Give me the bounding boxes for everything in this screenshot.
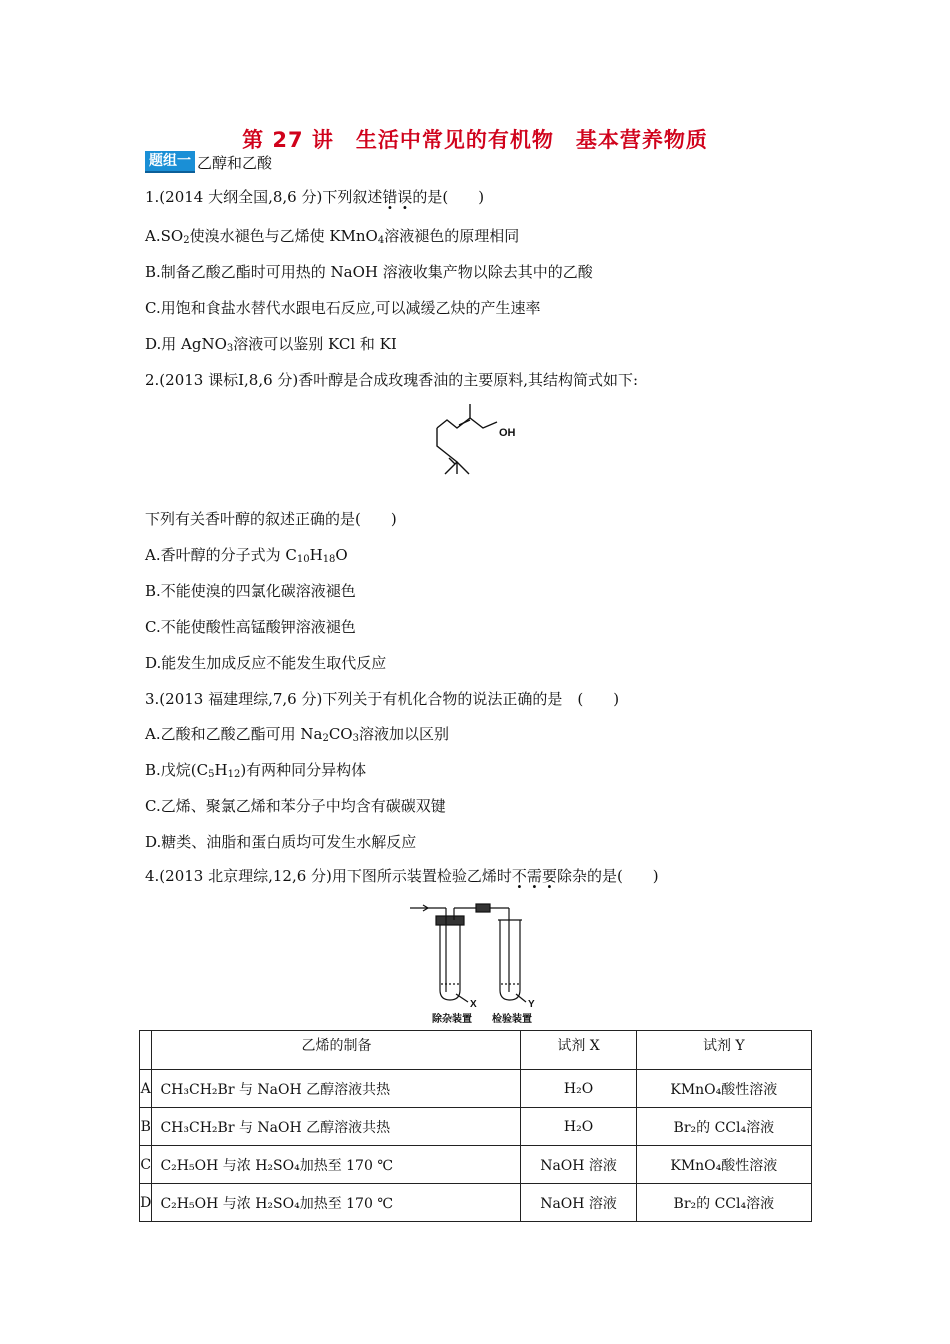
- q3-stem: 3.(2013 福建理综,7,6 分)下列关于有机化合物的说法正确的是 ( ): [145, 690, 620, 708]
- row-x: NaOH 溶液: [521, 1146, 636, 1184]
- q1-stem: 1.(2014 大纲全国,8,6 分)下列叙述错误的是( ): [145, 188, 485, 206]
- row-prep: C₂H₅OH 与浓 H₂SO₄加热至 170 ℃: [152, 1146, 521, 1184]
- row-prep: CH₃CH₂Br 与 NaOH 乙醇溶液共热: [152, 1108, 521, 1146]
- label-y: Y: [528, 999, 535, 1010]
- geraniol-structure: [425, 398, 525, 486]
- group-header: [145, 151, 272, 173]
- q1-option-a[interactable]: $A.SO_2$使溴水褪色与乙烯使 KMnO$_4$溶液褪色的原理相同: [145, 227, 520, 246]
- q1-option-b[interactable]: B.制备乙酸乙酯时可用热的 NaOH 溶液收集产物以除去其中的乙酸: [145, 263, 593, 281]
- table-header-row: [140, 1031, 812, 1070]
- group-title: 乙醇和乙酸: [197, 153, 273, 172]
- q3-option-c[interactable]: C.乙烯、聚氯乙烯和苯分子中均含有碳碳双键: [145, 797, 446, 815]
- apparatus-figure: [408, 898, 548, 1026]
- q2-option-c[interactable]: C.不能使酸性高锰酸钾溶液褪色: [145, 618, 356, 636]
- row-label: D: [140, 1184, 152, 1222]
- row-label: B: [140, 1108, 152, 1146]
- q1-option-c[interactable]: C.用饱和食盐水替代水跟电石反应,可以减缓乙炔的产生速率: [145, 299, 541, 317]
- row-prep: CH₃CH₂Br 与 NaOH 乙醇溶液共热: [152, 1070, 521, 1108]
- header-y: 试剂 Y: [636, 1031, 811, 1070]
- row-y: Br₂的 CCl₄溶液: [636, 1108, 811, 1146]
- q1-option-d[interactable]: D.用 AgNO$_3$溶液可以鉴别 KCl 和 KI: [145, 335, 397, 354]
- row-y: KMnO₄酸性溶液: [636, 1146, 811, 1184]
- q2-option-a[interactable]: A.香叶醇的分子式为 $C_{10}H_{18}O$: [145, 546, 348, 565]
- row-x: NaOH 溶液: [521, 1184, 636, 1222]
- row-x: H₂O: [521, 1108, 636, 1146]
- row-prep: C₂H₅OH 与浓 H₂SO₄加热至 170 ℃: [152, 1184, 521, 1222]
- q4-stem: 4.(2013 北京理综,12,6 分)用下图所示装置检验乙烯时不需要除杂的是( ): [145, 867, 659, 885]
- q2-option-b[interactable]: B.不能使溴的四氯化碳溶液褪色: [145, 582, 356, 600]
- table-row[interactable]: [140, 1184, 812, 1222]
- table-row[interactable]: [140, 1146, 812, 1184]
- header-label: [140, 1031, 152, 1070]
- row-y: Br₂的 CCl₄溶液: [636, 1184, 811, 1222]
- header-prep: 乙烯的制备: [152, 1031, 521, 1070]
- q3-option-a[interactable]: A.乙酸和乙酸乙酯可用 $Na_2CO_3$溶液加以区别: [145, 725, 449, 744]
- row-y: KMnO₄酸性溶液: [636, 1070, 811, 1108]
- table-row[interactable]: [140, 1108, 812, 1146]
- caption-right: 检验装置: [492, 1014, 532, 1025]
- oh-label: OH: [499, 427, 516, 439]
- reagent-table: [139, 1030, 812, 1222]
- q3-option-b[interactable]: B.戊烷$(C_5H_{12})$有两种同分异构体: [145, 761, 367, 780]
- row-x: H₂O: [521, 1070, 636, 1108]
- q2-question: 下列有关香叶醇的叙述正确的是( ): [145, 510, 397, 528]
- table-row[interactable]: [140, 1070, 812, 1108]
- caption-left: 除杂装置: [432, 1014, 472, 1025]
- page-title: 第 27 讲 生活中常见的有机物 基本营养物质: [242, 128, 708, 152]
- label-x: X: [470, 999, 477, 1010]
- q2-option-d[interactable]: D.能发生加成反应不能发生取代反应: [145, 654, 387, 672]
- q2-stem: 2.(2013 课标Ⅰ,8,6 分)香叶醇是合成玫瑰香油的主要原料,其结构简式如下:: [145, 371, 639, 389]
- header-x: 试剂 X: [521, 1031, 636, 1070]
- group-badge: 题组一: [145, 151, 195, 173]
- row-label: C: [140, 1146, 152, 1184]
- q3-option-d[interactable]: D.糖类、油脂和蛋白质均可发生水解反应: [145, 833, 417, 851]
- row-label: A: [140, 1070, 152, 1108]
